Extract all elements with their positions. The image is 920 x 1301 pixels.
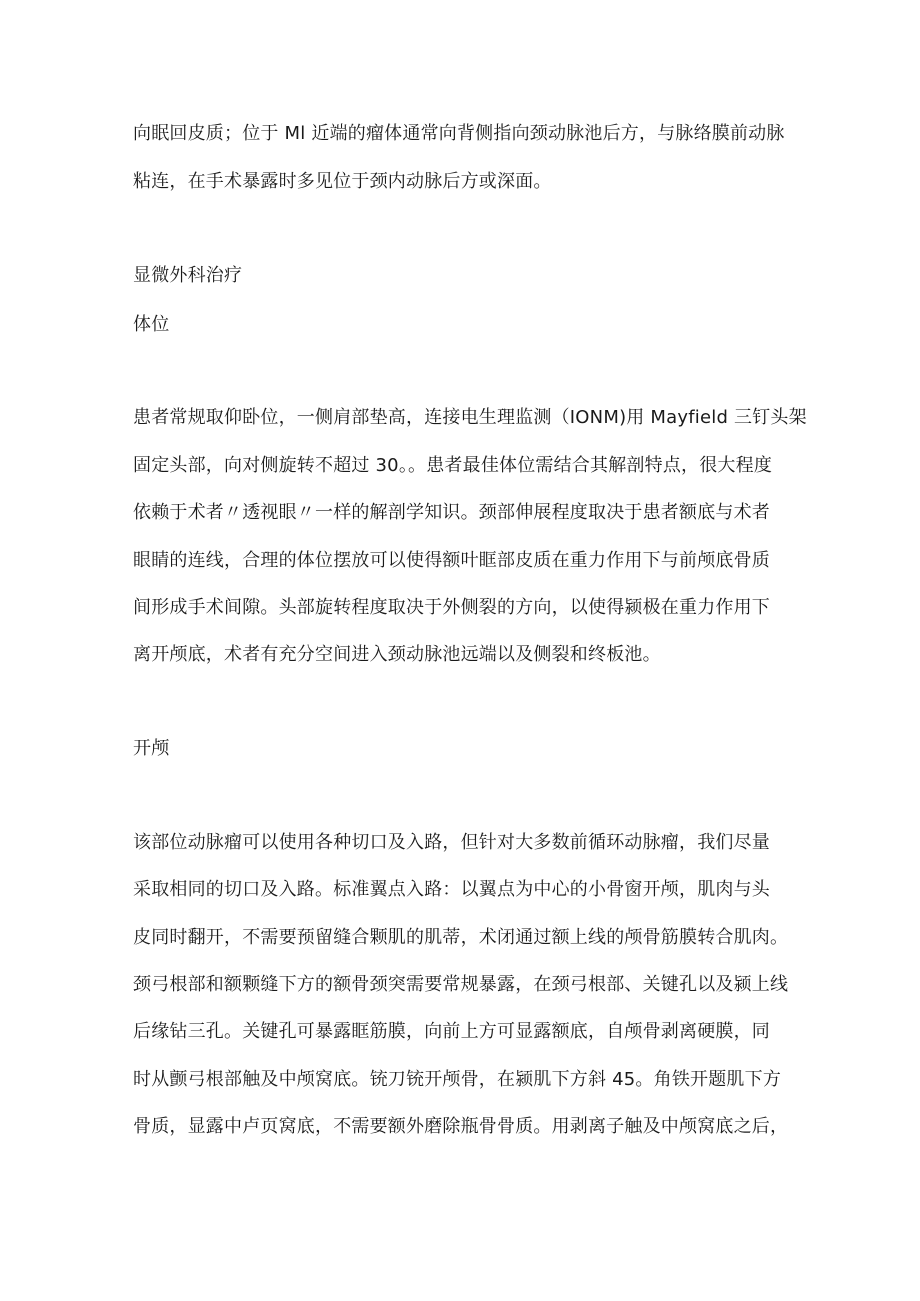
paragraph-line: 后缘钻三孔。关键孔可暴露眶筋膜，向前上方可显露额底，自颅骨剥离硬膜，同	[133, 1021, 770, 1042]
subsection-title-position: 体位	[133, 314, 170, 335]
paragraph-line: 向眠回皮质；位于 Ml 近端的瘤体通常向背侧指向颈动脉池后方，与脉络膜前动脉	[133, 123, 785, 144]
subsection-title-craniotomy: 开颅	[133, 738, 170, 759]
paragraph-line: 时从颤弓根部触及中颅窝底。铳刀铳开颅骨，在颍肌下方斜 45。角铁开题肌下方	[133, 1069, 782, 1090]
paragraph-line: 固定头部，向对侧旋转不超过 30。。患者最佳体位需结合其解剖特点，很大程度	[133, 455, 773, 476]
paragraph-line: 间形成手术间隙。头部旋转程度取决于外侧裂的方向，以使得颍极在重力作用下	[133, 597, 770, 618]
paragraph-line: 离开颅底，术者有充分空间进入颈动脉池远端以及侧裂和终板池。	[133, 644, 661, 665]
paragraph-line: 依赖于术者〃透视眼〃一样的解剖学知识。颈部伸展程度取决于患者额底与术者	[133, 502, 770, 523]
section-title: 显微外科治疗	[133, 265, 243, 286]
paragraph-line: 采取相同的切口及入路。标准翼点入路：以翼点为中心的小骨窗开颅，肌肉与头	[133, 879, 770, 900]
paragraph-line: 患者常规取仰卧位，一侧肩部垫高，连接电生理监测（IONM)用 Mayfield 三钉头架	[133, 407, 807, 428]
paragraph-line: 粘连，在手术暴露时多见位于颈内动脉后方或深面。	[133, 171, 552, 192]
paragraph-line: 颈弓根部和额颗缝下方的额骨颈突需要常规暴露，在颈弓根部、关键孔以及颍上线	[133, 974, 789, 995]
paragraph-line: 皮同时翻开，不需要预留缝合颗肌的肌蒂，术闭通过额上线的颅骨筋膜转合肌肉。	[133, 927, 789, 948]
paragraph-line: 眼睛的连线，合理的体位摆放可以使得额叶眶部皮质在重力作用下与前颅底骨质	[133, 550, 770, 571]
paragraph-line: 该部位动脉瘤可以使用各种切口及入路，但针对大多数前循环动脉瘤，我们尽量	[133, 832, 770, 853]
paragraph-line: 骨质，显露中卢页窝底，不需要额外磨除瓶骨骨质。用剥离子触及中颅窝底之后，	[133, 1116, 789, 1137]
